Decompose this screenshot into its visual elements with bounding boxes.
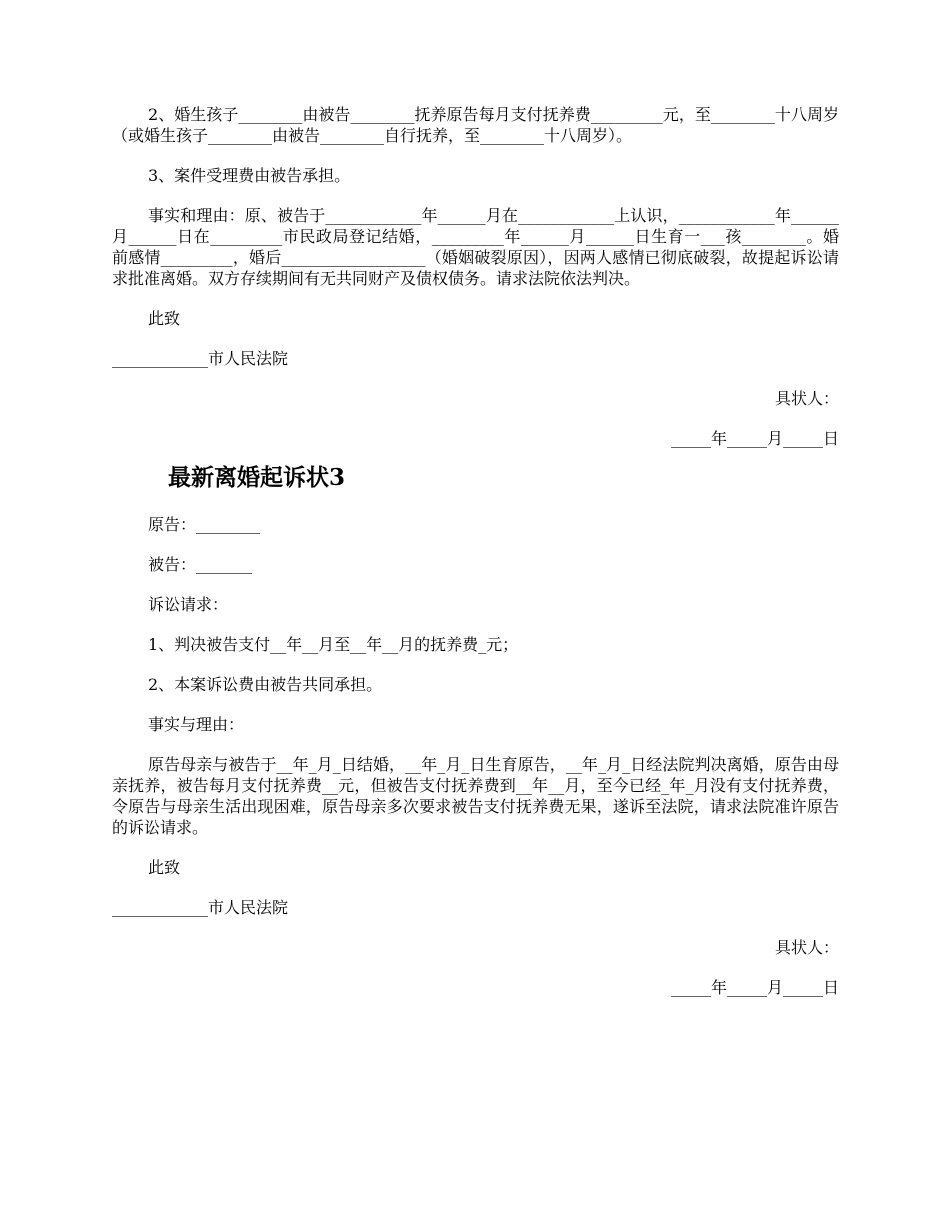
facts-label: 事实与理由： [148, 715, 245, 734]
court-name: ____________市人民法院 [112, 349, 289, 368]
paragraph-custody: 2、婚生孩子________由被告________抚养原告每月支付抚养费_________元，至________十八周岁（或婚生孩子________由被告________自行抚养，至________十八周岁）。 [112, 105, 839, 145]
document-body [112, 104, 839, 998]
court-name-2: ____________市人民法院 [112, 898, 289, 917]
signer-label: 具状人： [774, 389, 839, 408]
paragraph-court-fee: 3、案件受理费由被告承担。 [148, 166, 351, 185]
claim-item-2: 2、本案诉讼费由被告共同承担。 [148, 675, 383, 694]
defendant-line: 被告：_______ [148, 555, 253, 574]
date-line-2: _____年_____月_____日 [670, 978, 839, 997]
salutation: 此致 [148, 309, 181, 328]
salutation-2: 此致 [148, 858, 181, 877]
paragraph-facts: 事实和理由：原、被告于____________年______月在____________上认识，____________年______月______日在_________市民政局登记结婚，_________年______月______日生育一___孩________。婚前感情_________，婚后__________________（婚姻破裂原因），因两人感情已彻底破裂，故提起诉讼请求批准离婚。双方存续期间有无共同财产及债权债务。请求法院依法判决。 [112, 206, 839, 288]
claims-label: 诉讼请求： [148, 595, 229, 614]
facts-paragraph: 原告母亲与被告于__年_月_日结婚，__年_月_日生育原告，__年_月_日经法院判决离婚，原告由母亲抚养，被告每月支付抚养费__元，但被告支付抚养费到__年__月，至今已经_年_月没有支付抚养费，令原告与母亲生活出现困难，原告母亲多次要求被告支付抚养费无果，遂诉至法院，请求法院准许原告的诉讼请求。 [112, 755, 839, 837]
claim-item-1: 1、判决被告支付__年__月至__年__月的抚养费_元； [148, 635, 519, 654]
section-title: 最新离婚起诉状3 [168, 464, 346, 491]
date-line: _____年_____月_____日 [670, 429, 839, 448]
plaintiff-line: 原告：________ [148, 515, 261, 534]
signer-label-2: 具状人： [774, 938, 839, 957]
